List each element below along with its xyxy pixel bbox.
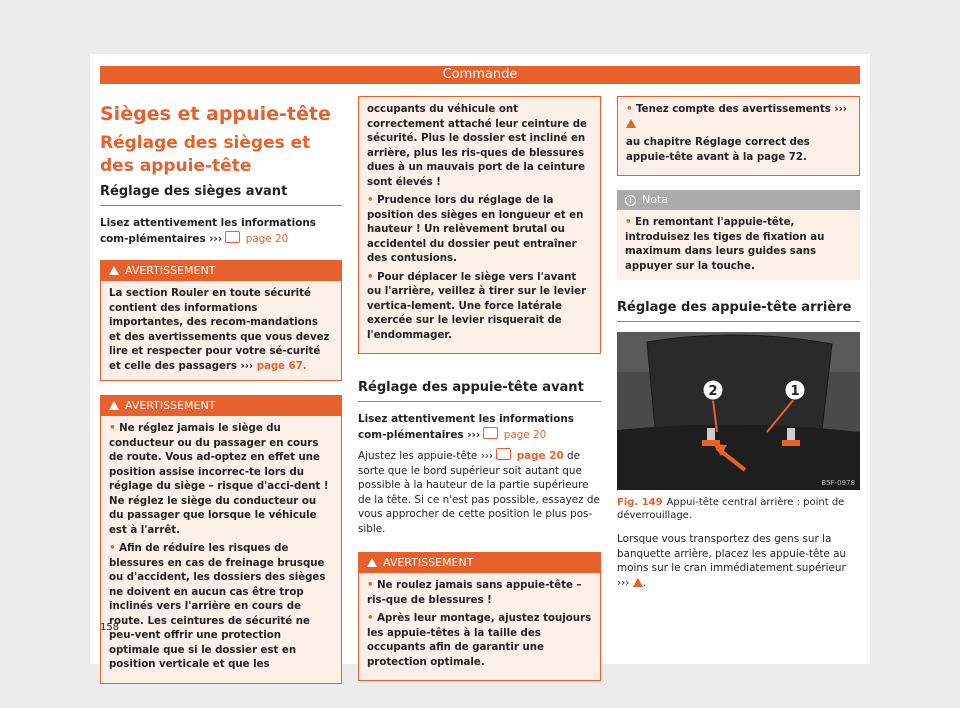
callout-2: 2 [708,384,718,399]
intro-text: Lisez attentivement les informations com-plémentaires ››› [100,217,316,245]
figure-caption [617,496,860,522]
list-item: • Pour déplacer le siège vers l'avant ou l'arrière, veillez à tirer sur le levier vertica-lement. Une force latérale exercée sur le levier risquerait de l'endommager. [367,271,587,341]
continued-text: occupants du véhicule ont correctement attaché leur ceinture de sécurité. Plus le dossier est incliné en arrière, plus les ris-ques de blessures dues à un mauvais port de la ceinture sont élevés ! [367,104,587,188]
callout-1: 1 [790,384,800,399]
list-item-text: Pour déplacer le siège vers l'avant ou l'arrière, veillez à tirer sur le levier vertica-lement. Une force latérale exercée sur le levier risquerait de l'endommager. [367,271,587,341]
book-icon [225,231,240,243]
warning-link[interactable]: page 67. [256,360,307,372]
figure-headrest [617,332,860,490]
note-label: Nota [642,193,669,206]
note-box [617,190,860,280]
heading-rear-headrests: Réglage des appuie-tête arrière [617,300,860,322]
list-item-text: Après leur montage, ajustez toujours les appuie-têtes à la taille des occupants afin de garantir une protection optimale. [367,613,592,668]
warning-box-continued [617,96,860,176]
column-3 [617,96,860,596]
list-item-text: Tenez compte des avertissements ››› [636,104,847,115]
warning-body [618,97,859,175]
book-icon [496,448,511,460]
list-item: • Prudence lors du réglage de la position des sièges en longueur et en hauteur ! Un relèvement brutal ou accidentel du dossier peut entraîner des contusions. [367,195,584,264]
warning-body [359,573,600,680]
intro-text: Lisez attentivement les informations com-plémentaires ››› [358,413,574,441]
heading-front-headrests: Réglage des appuie-tête avant [358,380,601,402]
section-title: Sièges et appuie-tête [100,103,331,125]
list-item-text: Prudence lors du réglage de la position des sièges en longueur et en hauteur ! Un relèvement brutal ou accidentel du dossier peut entraîner des contusions. [367,195,584,264]
warning-icon [633,578,643,587]
list-item-text: Ne roulez jamais sans appuie-tête – ris-que de blessures ! [367,580,582,606]
warning-box-2 [100,395,342,684]
list-item: • Tenez compte des avertissements ››› [626,103,851,132]
note-text: En remontant l'appuie-tête, introduisez les tiges de fixation au maximum dans leurs guides sans appuyer sur la touche. [625,217,825,272]
list-item: • Ne réglez jamais le siège du conducteur ou du passager en cours de route. Vous ad-optez en effet une position assise incorrec-te lors du réglage du siège – risque d'acci-dent ! Ne réglez le siège du conducteur ou du passager que lorsque le véhicule est à l'arrêt. [109,423,329,536]
page-number: 158 [100,622,120,633]
intro-link[interactable]: page 20 [245,232,289,245]
list-item-text: Ne réglez jamais le siège du conducteur ou du passager en cours de route. Vous ad-optez en effet une position assise incorrec-te lors du réglage du siège – risque d'acci-dent ! Ne réglez le siège du conducteur ou du passager que lorsque le véhicule est à l'arrêt. [109,423,329,536]
sub-title: Réglage des sièges et des appuie-tête [100,133,311,176]
warning-box-3 [358,552,601,681]
para-text: Lorsque vous transportez des gens sur la banquette arrière, placez les appuie-tête au moins sur le cran immédiatement supérieur ››› [617,533,847,589]
warning-box-continued [358,96,601,354]
warning-body [359,97,600,353]
intro-link[interactable]: page 20 [503,428,547,441]
warning-header [101,261,341,281]
para-link[interactable]: page 20 [516,450,564,462]
intro-paragraph [358,412,601,442]
warning-label: AVERTISSEMENT [383,556,474,569]
warning-body [101,416,341,683]
warning-label: AVERTISSEMENT [125,264,216,277]
warning-label: AVERTISSEMENT [125,399,216,412]
body-paragraph [358,448,601,536]
para-text-a: Ajustez les appuie-tête ››› [358,450,494,462]
info-icon: i [625,195,636,206]
continued-text: au chapitre Réglage correct des appuie-tête avant à la page 72. [626,137,810,163]
warning-body [101,281,341,380]
column-2 [358,96,601,695]
list-item: • Afin de réduire les risques de blessures en cas de freinage brusque ou d'accident, les dossiers des sièges ne doivent en aucun cas être trop inclinés vers l'arrière en cours de route. Les ceintures de sécurité ne peu-vent offrir une protection optimale que si le dossier est en position verticale et que les [109,543,326,670]
warning-box-1 [100,260,342,381]
warning-icon [109,266,119,275]
column-1 [100,96,342,698]
warning-icon [367,558,377,567]
caption-text: Appui-tête central arrière : point de déverrouillage. [617,497,845,521]
warning-text: La section Rouler en toute sécurité contient des informations importantes, des recom-mandations et des avertissements que vous devez lire et respecter pour votre sé-curité et celle des passagers ››› [109,288,330,372]
chapter-header: Commande [100,66,860,84]
list-item: • Après leur montage, ajustez toujours les appuie-têtes à la taille des occupants afin de garantir une protection optimale. [367,613,592,668]
para-text-b: de sorte que le bord supérieur soit autant que possible à la hauteur de la partie supérieure de la tête. Si ce n'est pas possible, essayez de vous approcher de cette position le plus pos-sible. [358,450,600,535]
body-paragraph: Lorsque vous transportez des gens sur la banquette arrière, placez les appuie-tête au moins sur le cran immédiatement supérieur ››› . [617,533,847,589]
heading-front-seats: Réglage des sièges avant [100,184,342,206]
warning-icon [109,401,119,410]
book-icon [483,427,498,439]
intro-paragraph [100,216,342,246]
warning-icon [626,119,636,128]
list-item: • Ne roulez jamais sans appuie-tête – ris-que de blessures ! [367,580,582,606]
figure-code: B5F-0978 [821,479,855,487]
headrest-illustration [617,332,860,490]
figure-label: Fig. 149 [617,497,663,508]
note-body: • En remontant l'appuie-tête, introduisez les tiges de fixation au maximum dans leurs guides sans appuyer sur la touche. [625,217,825,272]
note-header [617,190,860,210]
list-item-text: Afin de réduire les risques de blessures en cas de freinage brusque ou d'accident, les dossiers des sièges ne doivent en aucun cas être trop inclinés vers l'arrière en cours de route. Les ceintures de sécurité ne peu-vent offrir une protection optimale que si le dossier est en position verticale et que les [109,543,326,670]
warning-header [101,396,341,416]
warning-header [359,553,600,573]
